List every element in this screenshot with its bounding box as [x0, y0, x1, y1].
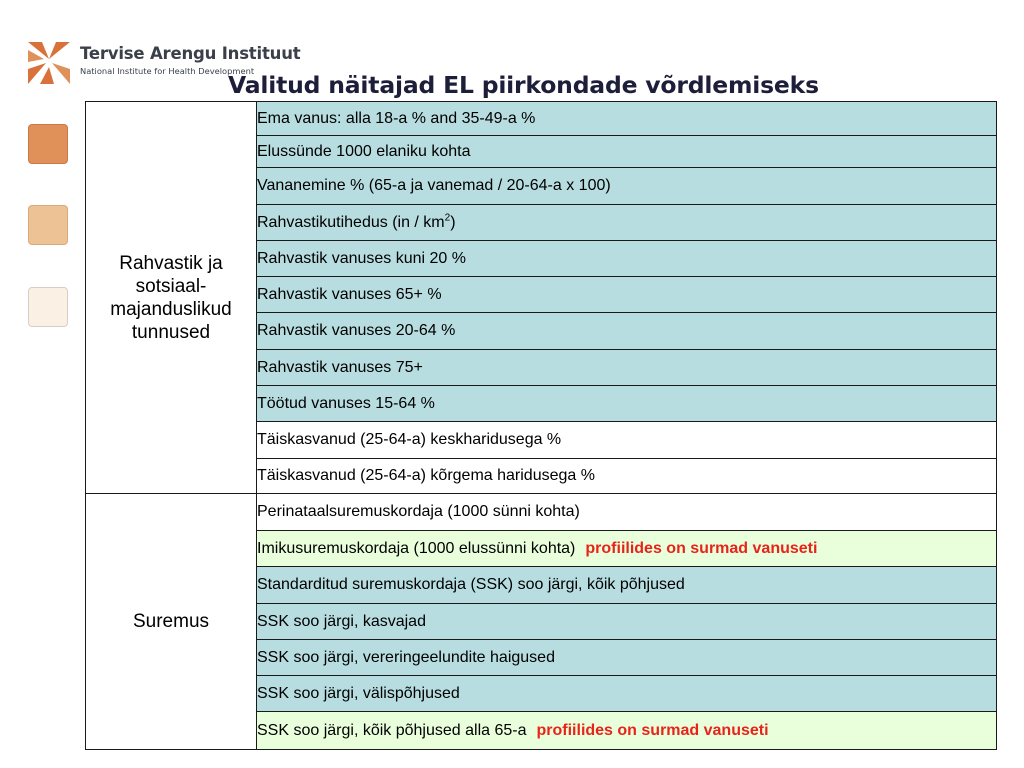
- indicator-text: SSK soo järgi, kõik põhjused alla 65-a: [257, 721, 527, 739]
- indicator-text: Standarditud suremuskordaja (SSK) soo järgi, kõik põhjused: [257, 576, 685, 593]
- indicator-row: [257, 102, 997, 136]
- indicator-text: Rahvastik vanuses 75+: [257, 358, 423, 376]
- indicator-text: Perinataalsuremuskordaja (1000 sünni kohta): [257, 503, 580, 520]
- indicator-row: [257, 168, 997, 205]
- indicator-suffix: ): [450, 213, 456, 231]
- page-title: Valitud näitajad EL piirkondade võrdlemiseks: [228, 71, 819, 99]
- indicator-text: Ema vanus: alla 18-a % and 35-49-a %: [257, 109, 536, 127]
- indicator-text: Rahvastikutihedus (in / km: [257, 213, 445, 231]
- logo-name: Tervise Arengu Instituut: [80, 44, 301, 63]
- indicator-row: [257, 350, 997, 386]
- indicator-row: [257, 640, 997, 676]
- indicator-row: [257, 712, 997, 750]
- indicator-text: Elussünde 1000 elaniku kohta: [257, 142, 471, 160]
- indicator-text: SSK soo järgi, kasvajad: [257, 612, 426, 630]
- indicator-row: [257, 422, 997, 459]
- indicator-text: SSK soo järgi, välispõhjused: [257, 684, 460, 702]
- indicator-row: [257, 136, 997, 168]
- indicator-row: [257, 531, 997, 567]
- indicator-text: Vananemine % (65-a ja vanemad / 20-64-a x 100): [257, 177, 611, 194]
- color-swatch-light: [28, 287, 68, 327]
- profile-note: profiilides on surmad vanuseti: [585, 539, 818, 557]
- indicator-superscript: 2: [444, 212, 451, 224]
- indicator-text: Imikusuremuskordaja (1000 elussünni kohta): [257, 539, 576, 557]
- color-swatch-medium: [28, 205, 68, 245]
- category-label: Rahvastik ja sotsiaal-majanduslikud tunnused: [86, 102, 257, 494]
- indicator-row: [257, 567, 997, 604]
- indicator-row: [257, 676, 997, 712]
- indicator-row: [257, 313, 997, 350]
- indicator-table: [85, 101, 997, 750]
- profile-note: profiilides on surmad vanuseti: [536, 721, 769, 739]
- logo-subtitle: National Institute for Health Development: [80, 66, 255, 76]
- indicator-text: Rahvastik vanuses 65+ %: [257, 285, 442, 303]
- indicator-text: Täiskasvanud (25-64-a) keskharidusega %: [257, 431, 562, 448]
- indicator-text: Täiskasvanud (25-64-a) kõrgema haridusega %: [257, 467, 595, 484]
- indicator-text: Töötud vanuses 15-64 %: [257, 394, 435, 412]
- logo-mark-icon: [28, 42, 70, 84]
- indicator-row: [257, 277, 997, 313]
- indicator-text: Rahvastik vanuses 20-64 %: [257, 322, 456, 339]
- indicator-text: SSK soo järgi, vereringeelundite haigused: [257, 648, 555, 666]
- indicator-row: [257, 459, 997, 494]
- indicator-row: [257, 386, 997, 422]
- indicator-row: [257, 205, 997, 241]
- category-label: Suremus: [86, 494, 257, 750]
- indicator-row: [257, 604, 997, 640]
- color-swatch-dark: [28, 124, 68, 164]
- indicator-row: [257, 241, 997, 277]
- indicator-text: Rahvastik vanuses kuni 20 %: [257, 249, 466, 267]
- indicator-row: [257, 494, 997, 531]
